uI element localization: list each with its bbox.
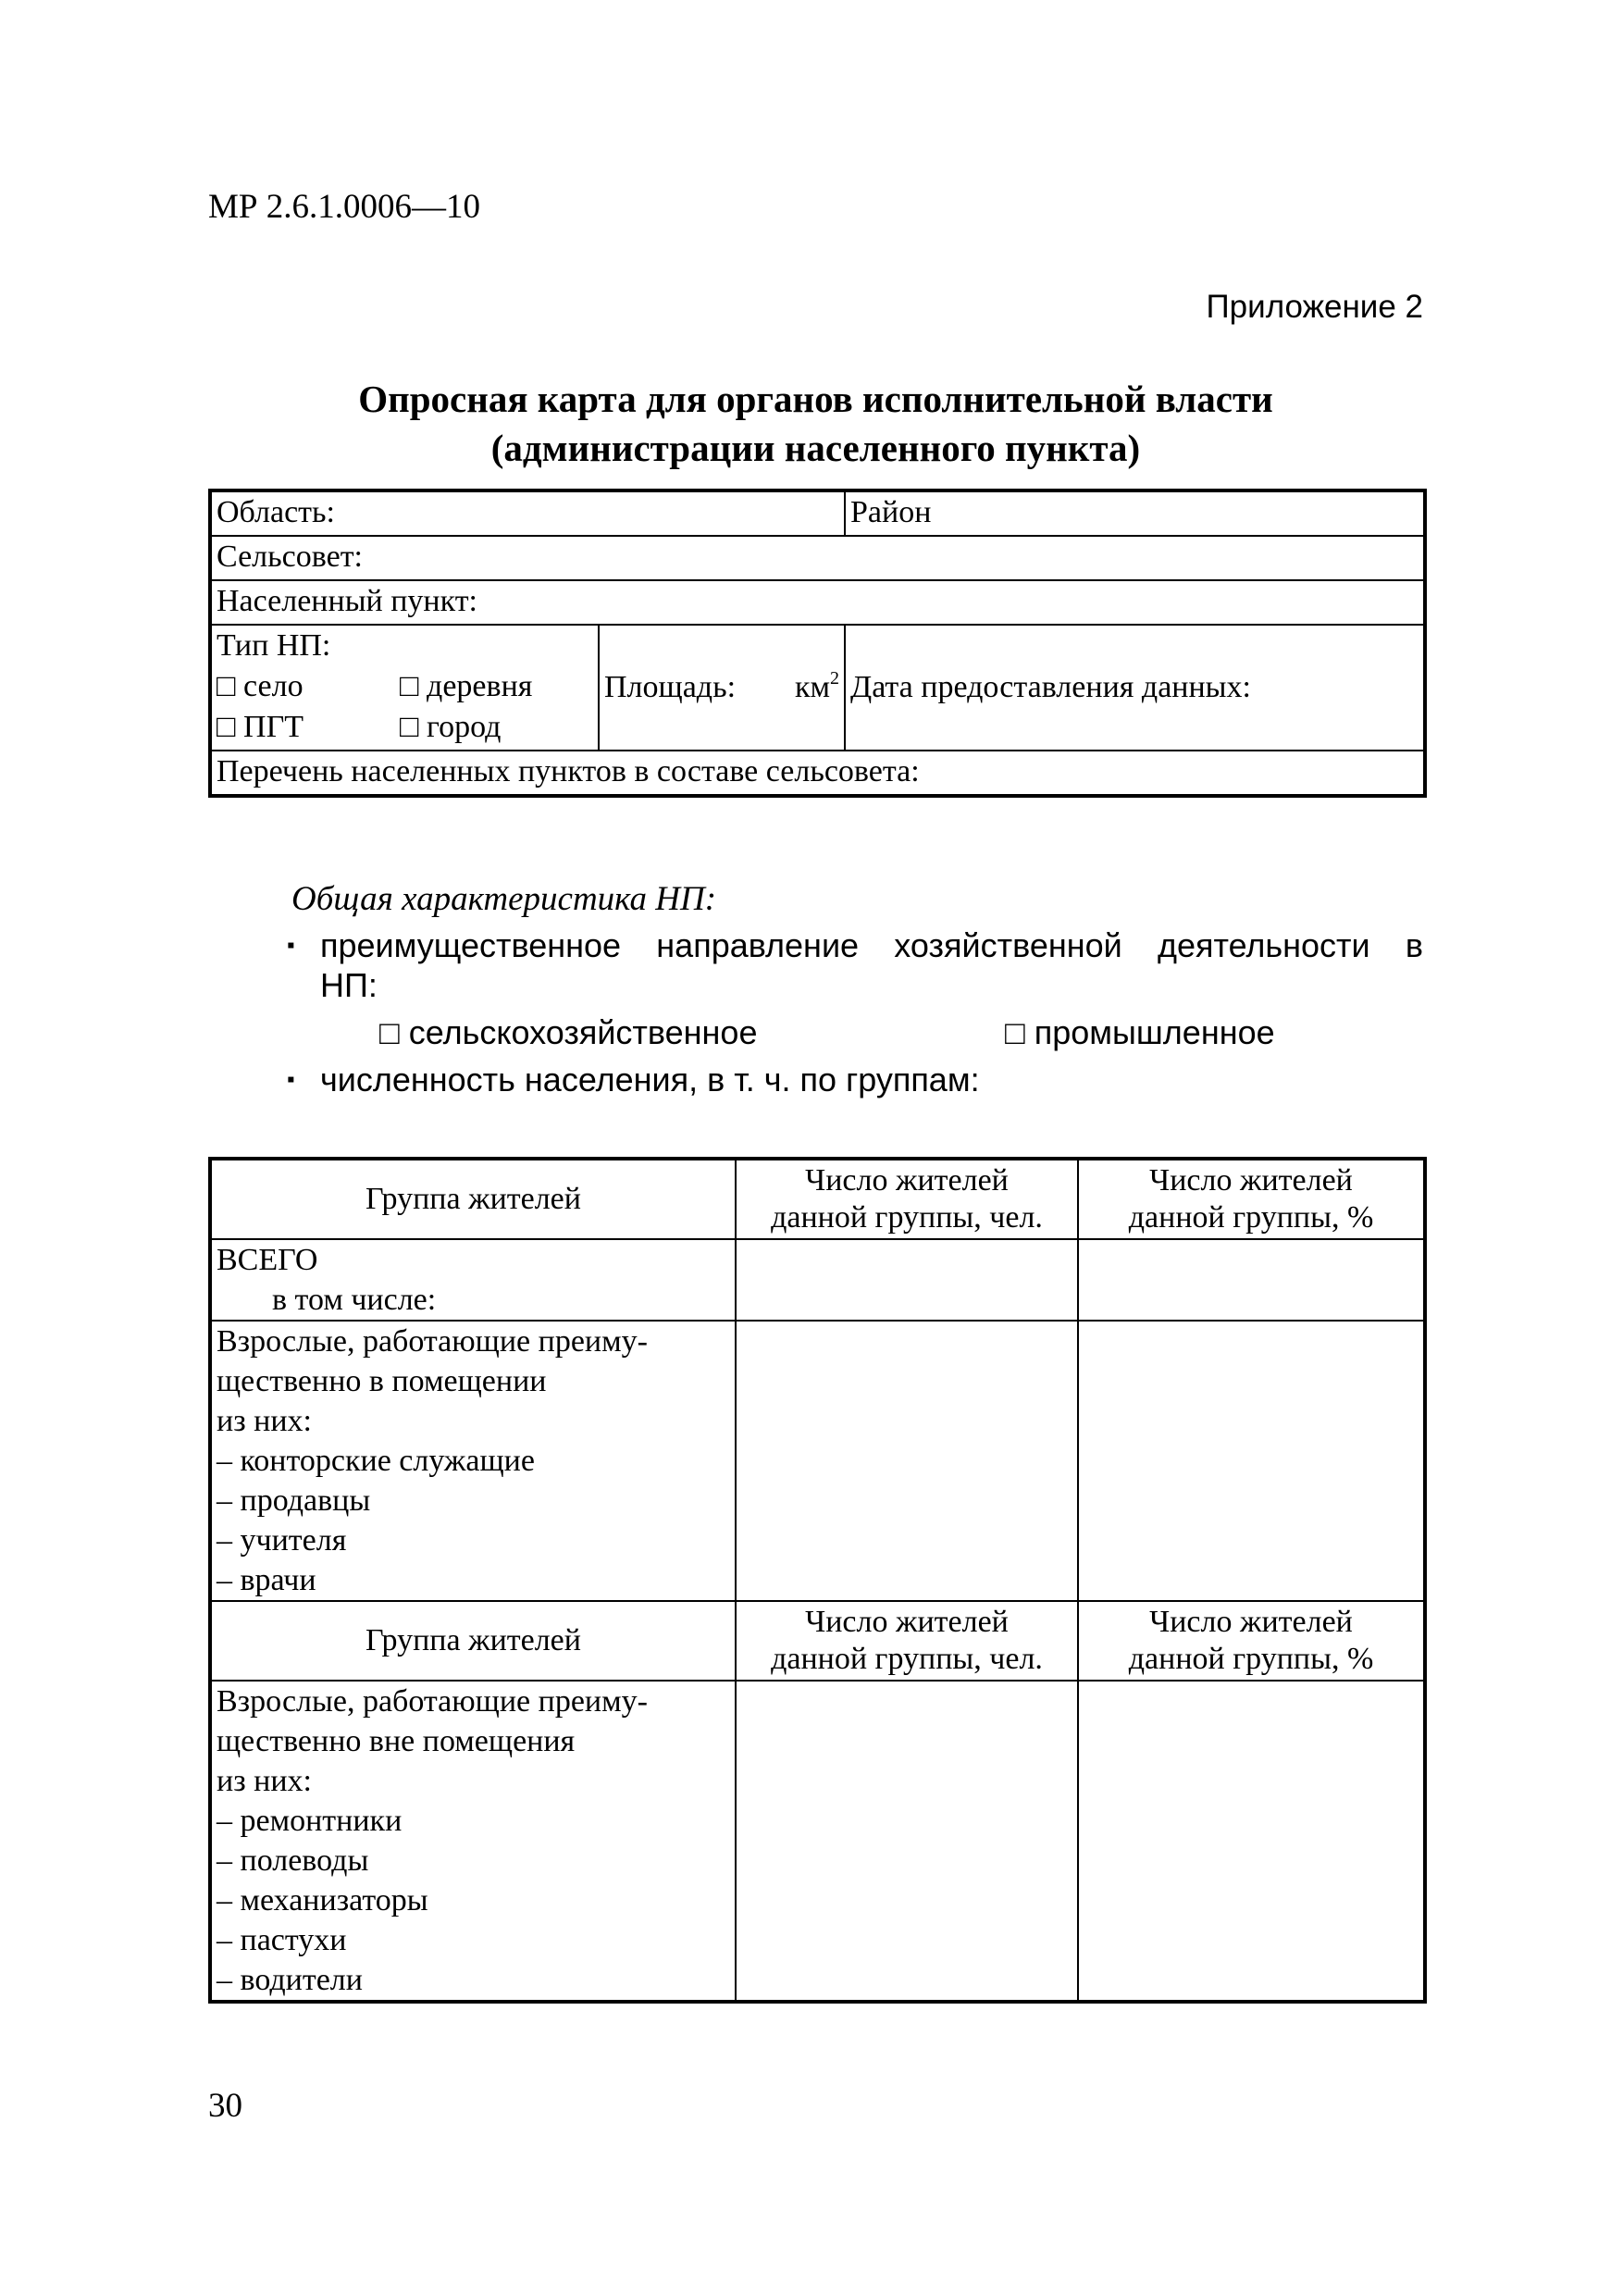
total-group-cell: ВСЕГО в том числе: xyxy=(210,1239,736,1321)
table-header-row xyxy=(210,1159,1425,1239)
table-row-indoor xyxy=(210,1321,1425,1601)
activity-option-agricultural[interactable]: □ сельскохозяйственное xyxy=(379,1013,758,1051)
title-line-1: Опросная карта для органов исполнительной власти xyxy=(358,378,1273,420)
council-field[interactable]: Сельсовет: xyxy=(210,536,1425,580)
list-row xyxy=(210,751,1425,796)
settlement-type-label: Тип НП: xyxy=(217,628,331,663)
general-characteristics-list xyxy=(287,925,1423,1099)
area-label: Площадь: xyxy=(604,670,737,704)
page-title xyxy=(208,375,1423,473)
header-percent: Число жителей данной группы, % xyxy=(1078,1159,1425,1239)
council-row xyxy=(210,536,1425,580)
table-row-total xyxy=(210,1239,1425,1321)
list-item-continuation: НП: xyxy=(320,966,378,1004)
activity-direction-text: преимущественное направление хозяйственной деятельности в xyxy=(320,926,1423,964)
list-item xyxy=(287,1060,1423,1099)
header-count: Число жителей данной группы, чел. xyxy=(736,1159,1078,1239)
outdoor-group-cell: Взрослые, работающие преиму- щественно вне помещения из них: – ремонтники – полеводы – механизаторы – пастухи – водители xyxy=(210,1681,736,2002)
indoor-group-cell: Взрослые, работающие преиму- щественно в помещении из них: – конторские служащие – продавцы – учителя – врачи xyxy=(210,1321,736,1601)
header-count: Число жителей данной группы, чел. xyxy=(736,1601,1078,1681)
outdoor-count-cell[interactable] xyxy=(736,1681,1078,2002)
bullet-mark: ▪ xyxy=(287,933,295,958)
indoor-count-cell[interactable] xyxy=(736,1321,1078,1601)
area-unit: $км^2$ xyxy=(794,668,839,704)
document-code: МР 2.6.1.0006—10 xyxy=(208,188,480,226)
page-number: 30 xyxy=(208,2087,242,2125)
appendix-label: Приложение 2 xyxy=(1206,289,1423,325)
population-text: численность населения, в т. ч. по группам: xyxy=(320,1061,980,1098)
indoor-percent-cell[interactable] xyxy=(1078,1321,1425,1601)
title-line-2: (администрации населенного пункта) xyxy=(490,427,1141,469)
region-row xyxy=(210,490,1425,536)
settlement-type-cell xyxy=(210,625,599,751)
outdoor-percent-cell[interactable] xyxy=(1078,1681,1425,2002)
settlement-row xyxy=(210,580,1425,625)
date-field[interactable]: Дата предоставления данных: xyxy=(845,625,1425,751)
bullet-mark: ▪ xyxy=(287,1067,295,1092)
type-option-selo[interactable]: □ село xyxy=(217,669,304,703)
list-item xyxy=(287,925,1423,965)
type-option-derevnya[interactable]: □ деревня xyxy=(400,669,533,703)
type-option-gorod[interactable]: □ город xyxy=(400,710,502,744)
region-field[interactable]: Область: xyxy=(210,490,845,536)
total-count-cell[interactable] xyxy=(736,1239,1078,1321)
activity-options xyxy=(379,1012,1423,1052)
area-field[interactable] xyxy=(599,625,845,751)
activity-option-industrial[interactable]: □ промышленное xyxy=(1005,1013,1275,1051)
population-groups-table xyxy=(208,1157,1427,2004)
district-field[interactable]: Район xyxy=(845,490,1425,536)
header-group: Группа жителей xyxy=(210,1159,736,1239)
table-header-row-repeat xyxy=(210,1601,1425,1681)
total-percent-cell[interactable] xyxy=(1078,1239,1425,1321)
table-row-outdoor xyxy=(210,1681,1425,2002)
header-group: Группа жителей xyxy=(210,1601,736,1681)
type-option-pgt[interactable]: □ ПГТ xyxy=(217,710,304,744)
settlement-field[interactable]: Населенный пункт: xyxy=(210,580,1425,625)
header-percent: Число жителей данной группы, % xyxy=(1078,1601,1425,1681)
type-row xyxy=(210,625,1425,751)
settlement-list-field[interactable]: Перечень населенных пунктов в составе сельсовета: xyxy=(210,751,1425,796)
settlement-info-table xyxy=(208,489,1427,798)
general-characteristics-heading: Общая характеристика НП: xyxy=(291,880,717,918)
